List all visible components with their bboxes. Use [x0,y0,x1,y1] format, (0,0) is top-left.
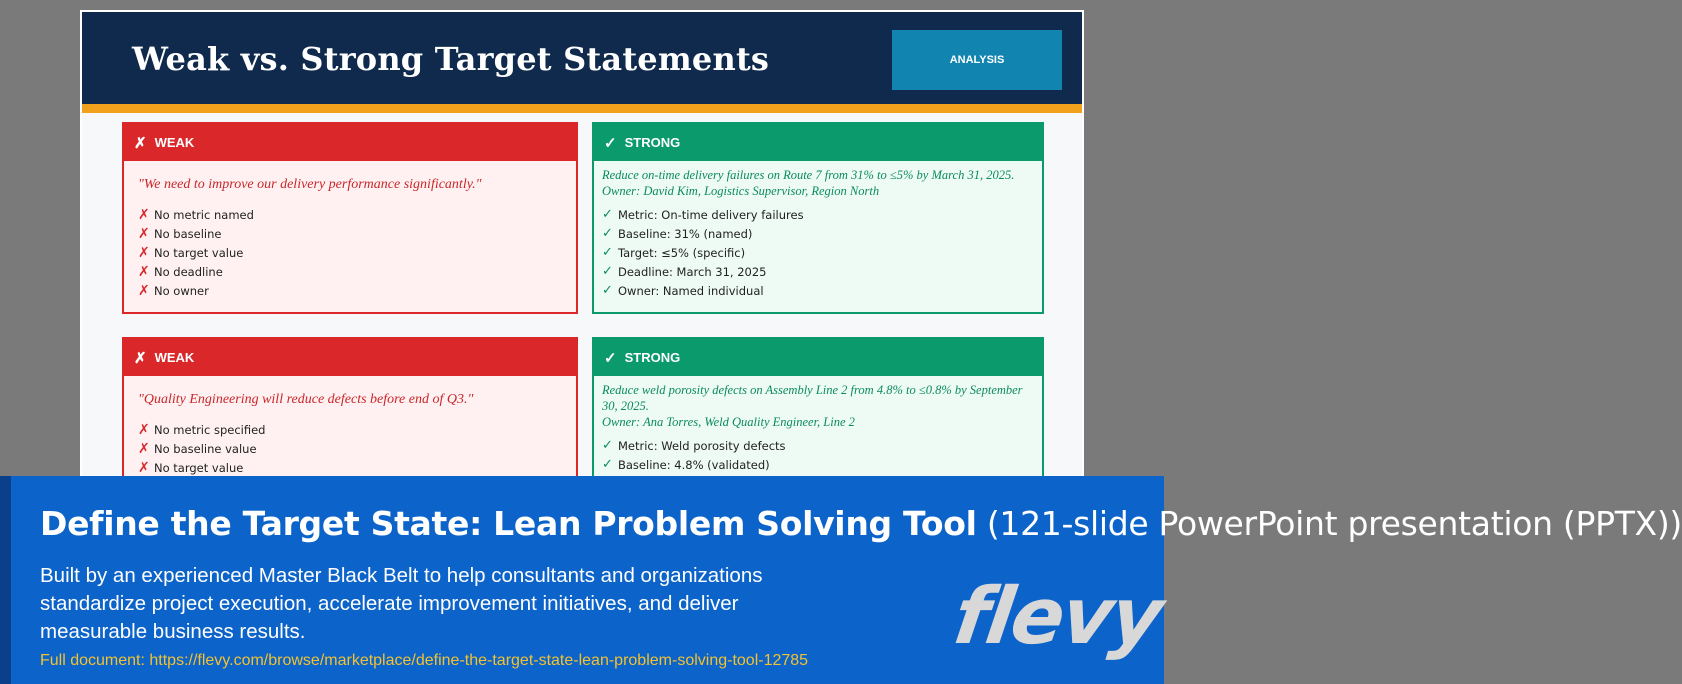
full-document-link[interactable]: Full document: https://flevy.com/browse/marketplace/define-the-target-state-lean-problem-solving-tool-12785 [40,652,809,669]
slide-title: Weak vs. Strong Target Statements [132,40,770,78]
banner-title-light: (121-slide PowerPoint presentation (PPTX)) [986,504,1682,543]
strong-card-header [594,124,1042,161]
list-item [602,455,1042,474]
accent-bar [82,104,1082,113]
weak-card-1 [122,122,578,314]
check-icon: ✓ [602,245,613,260]
issue-text: No baseline value [154,441,257,456]
statement-owner: Owner: David Kim, Logistics Supervisor, Region North [602,184,880,198]
list-item [138,262,576,281]
check-icon: ✓ [604,349,617,367]
list-item [602,243,1042,262]
issue-text: No target value [154,245,244,260]
strong-label: STRONG [624,350,681,365]
list-item [602,205,1042,224]
weak-card-header [124,124,576,161]
check-icon: ✓ [602,226,613,241]
cross-icon: ✗ [138,421,150,438]
list-item [602,262,1042,281]
statement-text: Reduce on-time delivery failures on Route 7 from 31% to ≤5% by March 31, 2025. [602,168,1015,182]
banner-description: Built by an experienced Master Black Belt to help consultants and organizations standardize project execution, accelerate improvement initiatives, and deliver measurable business results. [40,564,763,643]
cross-icon: ✗ [138,244,150,261]
weak-card-header [124,339,576,376]
slide [80,10,1084,480]
weak-issue-list [138,205,576,300]
list-item [138,243,576,262]
banner-title [40,504,1682,543]
slide-header [82,12,1082,104]
cross-icon: ✗ [138,206,150,223]
strong-card-header [594,339,1042,376]
promo-banner [0,476,1682,684]
strong-criteria-list [602,205,1042,300]
issue-text: No metric specified [154,422,266,437]
cross-icon: ✗ [134,134,147,152]
banner-title-bold: Define the Target State: Lean Problem Solving Tool [40,504,977,543]
issue-text: No owner [154,283,209,298]
weak-issue-list [138,420,576,477]
strong-statement [602,167,1032,199]
cross-icon: ✗ [138,263,150,280]
issue-text: No target value [154,460,244,475]
criteria-text: Baseline: 4.8% (validated) [618,457,770,472]
cross-icon: ✗ [138,459,150,476]
weak-quote: "We need to improve our delivery performance significantly." [138,177,482,192]
list-item [602,281,1042,300]
criteria-text: Baseline: 31% (named) [618,226,753,241]
list-item [138,439,576,458]
list-item [602,224,1042,243]
analysis-badge: ANALYSIS [892,30,1062,90]
strong-criteria-list [602,436,1042,474]
cross-icon: ✗ [138,282,150,299]
check-icon: ✓ [602,457,613,472]
check-icon: ✓ [602,438,613,453]
strong-label: STRONG [624,135,681,150]
cross-icon: ✗ [138,225,150,242]
list-item [138,458,576,477]
check-icon: ✓ [602,264,613,279]
banner-edge [0,476,11,684]
list-item [602,436,1042,455]
issue-text: No baseline [154,226,222,241]
issue-text: No deadline [154,264,223,279]
issue-text: No metric named [154,207,254,222]
check-icon: ✓ [602,283,613,298]
flevy-logo: flevy [948,572,1167,662]
criteria-text: Target: ≤5% (specific) [618,245,746,260]
list-item [138,420,576,439]
criteria-text: Metric: On-time delivery failures [618,207,804,222]
list-item [138,281,576,300]
list-item [138,205,576,224]
weak-label: WEAK [154,350,195,365]
weak-label: WEAK [154,135,195,150]
criteria-text: Owner: Named individual [618,283,764,298]
criteria-text: Metric: Weld porosity defects [618,438,786,453]
check-icon: ✓ [604,134,617,152]
criteria-text: Deadline: March 31, 2025 [618,264,767,279]
statement-text: Reduce weld porosity defects on Assembly Line 2 from 4.8% to ≤0.8% by September 30, 2025. [602,383,1023,413]
weak-quote: "Quality Engineering will reduce defects before end of Q3." [138,392,474,407]
list-item [138,224,576,243]
statement-owner: Owner: Ana Torres, Weld Quality Engineer, Line 2 [602,415,855,429]
strong-card-1 [592,122,1044,314]
strong-statement [602,382,1032,430]
check-icon: ✓ [602,207,613,222]
cross-icon: ✗ [138,440,150,457]
cross-icon: ✗ [134,349,147,367]
